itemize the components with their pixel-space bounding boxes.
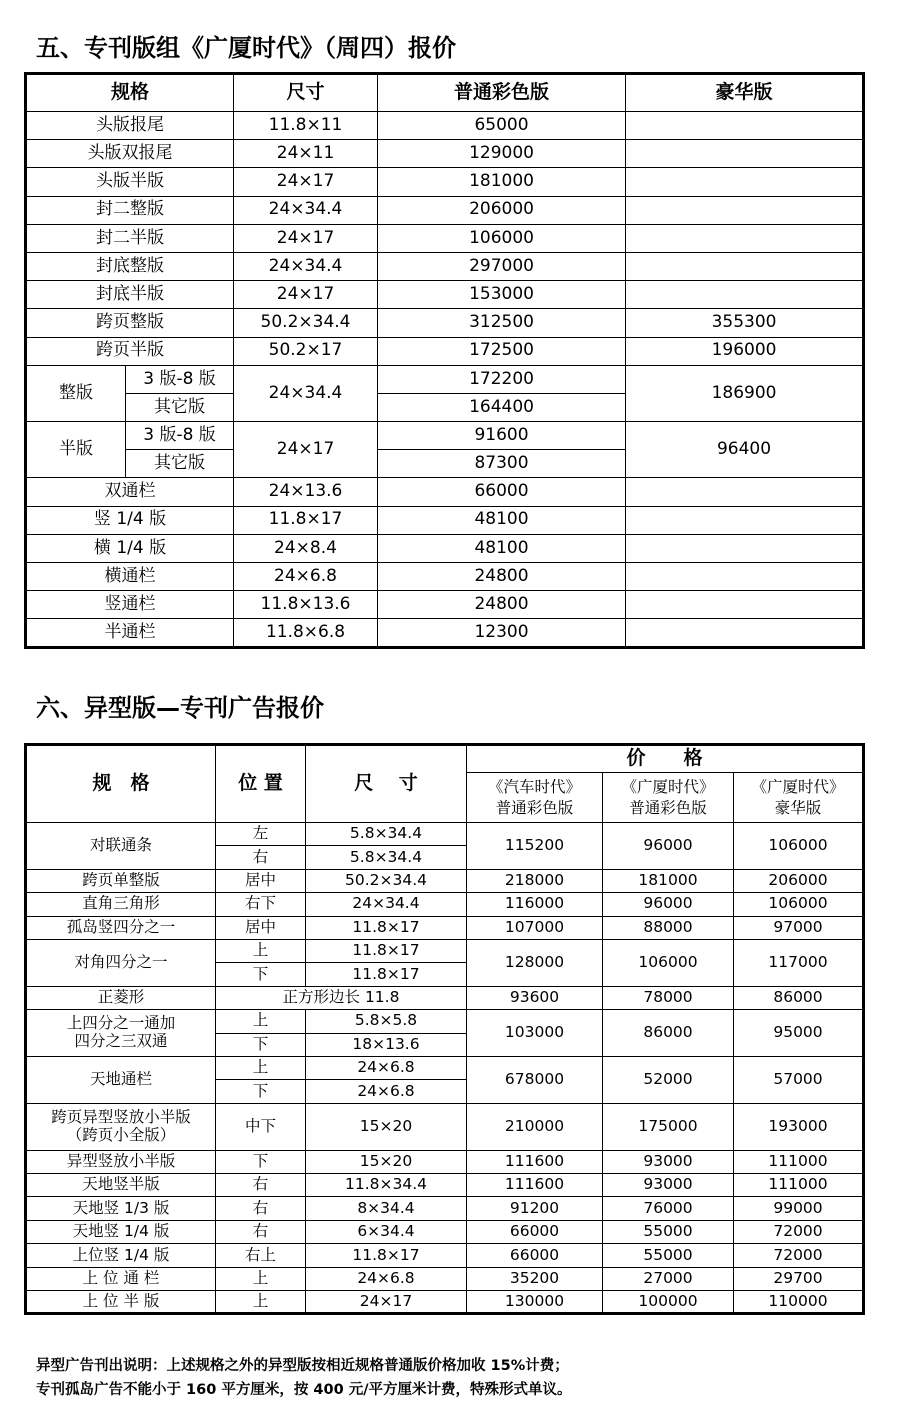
table-row: [26, 365, 864, 393]
spec-cell: 头版双报尾: [26, 140, 234, 168]
size-cell: 50.2×17: [234, 337, 378, 365]
sub-label: 3 版-8 版: [126, 422, 234, 450]
spec-cell: 头版半版: [26, 168, 234, 196]
price-gs-color: 96000: [603, 893, 734, 916]
position-cell: 右下: [216, 893, 306, 916]
size-cell: 24×6.8: [234, 563, 378, 591]
size-cell: 50.2×34.4: [234, 309, 378, 337]
color-price-cell: 164400: [378, 393, 626, 421]
size-cell: 11.8×17: [306, 916, 467, 939]
table-row: [26, 1150, 864, 1173]
group-label: 整版: [26, 365, 126, 421]
position-cell: 下: [216, 963, 306, 986]
price-gs-luxury: 72000: [734, 1220, 864, 1243]
price-auto-color: 111600: [467, 1174, 603, 1197]
color-price-cell: 24800: [378, 591, 626, 619]
spec-cell: 封底半版: [26, 281, 234, 309]
price-gs-color: 100000: [603, 1291, 734, 1314]
spec-cell: 天地通栏: [26, 1056, 216, 1103]
position-cell: 下: [216, 1080, 306, 1103]
luxury-price-cell: 355300: [626, 309, 864, 337]
price-auto-color: 116000: [467, 893, 603, 916]
size-cell: 5.8×34.4: [306, 846, 467, 869]
size-cell: 24×34.4: [234, 196, 378, 224]
table-row: [26, 893, 864, 916]
price-auto-color: 91200: [467, 1197, 603, 1220]
price-table-guangsha: [24, 72, 865, 649]
luxury-price-cell: [626, 619, 864, 647]
price-gs-color: 78000: [603, 986, 734, 1009]
header-auto-color: 《汽车时代》 普通彩色版: [467, 773, 603, 823]
spec-cell: 封二半版: [26, 224, 234, 252]
position-cell: 右上: [216, 1244, 306, 1267]
header-gs-color: 《广厦时代》 普通彩色版: [603, 773, 734, 823]
spec-cell: 正菱形: [26, 986, 216, 1009]
table-row: [26, 1291, 864, 1314]
spec-cell: 跨页半版: [26, 337, 234, 365]
price-gs-color: 106000: [603, 939, 734, 986]
table-row: [26, 563, 864, 591]
header-size: 尺寸: [234, 74, 378, 112]
table-row: [26, 619, 864, 647]
table-row: [26, 1103, 864, 1150]
price-gs-color: 86000: [603, 1010, 734, 1057]
position-cell: 右: [216, 1220, 306, 1243]
color-price-cell: 206000: [378, 196, 626, 224]
spec-cell: 天地竖 1/3 版: [26, 1197, 216, 1220]
note-line-2: 专刊孤岛广告不能小于 160 平方厘米，按 400 元/平方厘米计费，特殊形式单议。: [36, 1382, 572, 1398]
price-gs-luxury: 95000: [734, 1010, 864, 1057]
size-cell: 24×17: [306, 1291, 467, 1314]
price-auto-color: 66000: [467, 1220, 603, 1243]
spec-cell: 半通栏: [26, 619, 234, 647]
table-row: [26, 916, 864, 939]
luxury-price-cell: [626, 563, 864, 591]
spec-cell: 对联通条: [26, 823, 216, 870]
price-gs-color: 93000: [603, 1174, 734, 1197]
spec-cell: 上 位 通 栏: [26, 1267, 216, 1290]
price-gs-luxury: 57000: [734, 1056, 864, 1103]
price-auto-color: 111600: [467, 1150, 603, 1173]
price-gs-color: 55000: [603, 1220, 734, 1243]
price-auto-color: 66000: [467, 1244, 603, 1267]
price-auto-color: 210000: [467, 1103, 603, 1150]
size-cell: 24×34.4: [234, 365, 378, 421]
price-gs-luxury: 86000: [734, 986, 864, 1009]
price-gs-color: 175000: [603, 1103, 734, 1150]
luxury-price-cell: [626, 112, 864, 140]
size-cell: 11.8×6.8: [234, 619, 378, 647]
price-gs-luxury: 72000: [734, 1244, 864, 1267]
header-size: 尺 寸: [306, 745, 467, 823]
size-cell: 24×11: [234, 140, 378, 168]
table-row: [26, 1010, 864, 1033]
table-row: [26, 1244, 864, 1267]
size-cell: 11.8×34.4: [306, 1174, 467, 1197]
table-row: [26, 281, 864, 309]
table-row: [26, 112, 864, 140]
size-cell: 6×34.4: [306, 1220, 467, 1243]
color-price-cell: 91600: [378, 422, 626, 450]
header-price: 价 格: [467, 745, 864, 773]
table-row: [26, 869, 864, 892]
price-gs-luxury: 110000: [734, 1291, 864, 1314]
table-row: [26, 224, 864, 252]
spec-cell: 竖通栏: [26, 591, 234, 619]
table-row: [26, 422, 864, 450]
size-cell: 15×20: [306, 1150, 467, 1173]
header-spec: 规 格: [26, 745, 216, 823]
spec-cell: 头版报尾: [26, 112, 234, 140]
luxury-price-cell: [626, 224, 864, 252]
section5-title: 五、专刊版组《广厦时代》（周四）报价: [36, 34, 456, 62]
luxury-price-cell: 186900: [626, 365, 864, 421]
price-auto-color: 93600: [467, 986, 603, 1009]
position-cell: 上: [216, 939, 306, 962]
price-gs-color: 76000: [603, 1197, 734, 1220]
spec-cell: 天地竖 1/4 版: [26, 1220, 216, 1243]
size-cell: 50.2×34.4: [306, 869, 467, 892]
size-cell: 24×17: [234, 168, 378, 196]
price-auto-color: 218000: [467, 869, 603, 892]
spec-cell: 跨页整版: [26, 309, 234, 337]
spec-cell: 横通栏: [26, 563, 234, 591]
price-auto-color: 128000: [467, 939, 603, 986]
price-gs-luxury: 111000: [734, 1174, 864, 1197]
price-gs-luxury: 106000: [734, 893, 864, 916]
header-gs-luxury: 《广厦时代》 豪华版: [734, 773, 864, 823]
size-cell: 8×34.4: [306, 1197, 467, 1220]
table-row: [26, 1174, 864, 1197]
spec-cell: 上位竖 1/4 版: [26, 1244, 216, 1267]
price-gs-luxury: 106000: [734, 823, 864, 870]
size-cell: 5.8×34.4: [306, 823, 467, 846]
color-price-cell: 106000: [378, 224, 626, 252]
size-cell: 24×34.4: [306, 893, 467, 916]
table-row: [26, 337, 864, 365]
table-row: [26, 168, 864, 196]
spec-cell: [26, 1010, 216, 1057]
price-gs-luxury: 97000: [734, 916, 864, 939]
table-row: [26, 1220, 864, 1243]
color-price-cell: 172200: [378, 365, 626, 393]
table-row: [26, 1267, 864, 1290]
size-cell: 24×17: [234, 224, 378, 252]
size-cell: 24×6.8: [306, 1267, 467, 1290]
size-cell: 24×6.8: [306, 1056, 467, 1079]
table-row: [26, 196, 864, 224]
sub-label: 3 版-8 版: [126, 365, 234, 393]
size-cell: 15×20: [306, 1103, 467, 1150]
price-gs-color: 93000: [603, 1150, 734, 1173]
position-cell: 下: [216, 1033, 306, 1056]
table-row: [26, 591, 864, 619]
price-table-special: [24, 743, 865, 1315]
size-cell: 11.8×13.6: [234, 591, 378, 619]
spec-cell: 横 1/4 版: [26, 534, 234, 562]
sub-label: 其它版: [126, 450, 234, 478]
price-gs-luxury: 206000: [734, 869, 864, 892]
position-cell: 上: [216, 1267, 306, 1290]
price-auto-color: 115200: [467, 823, 603, 870]
spec-line: 上四分之一通加: [66, 1014, 176, 1033]
spec-cell: 双通栏: [26, 478, 234, 506]
size-cell: 5.8×5.8: [306, 1010, 467, 1033]
price-gs-color: 55000: [603, 1244, 734, 1267]
table-row: [26, 140, 864, 168]
size-cell: 正方形边长 11.8: [216, 986, 467, 1009]
size-cell: 11.8×17: [306, 963, 467, 986]
position-cell: 右: [216, 1174, 306, 1197]
size-cell: 24×13.6: [234, 478, 378, 506]
position-cell: 居中: [216, 869, 306, 892]
position-cell: 上: [216, 1291, 306, 1314]
price-auto-color: 678000: [467, 1056, 603, 1103]
spec-cell: 对角四分之一: [26, 939, 216, 986]
size-cell: 11.8×11: [234, 112, 378, 140]
header-spec: 规格: [26, 74, 234, 112]
color-price-cell: 65000: [378, 112, 626, 140]
luxury-price-cell: [626, 591, 864, 619]
price-auto-color: 35200: [467, 1267, 603, 1290]
table-row: [26, 252, 864, 280]
color-price-cell: 297000: [378, 252, 626, 280]
spec-line: 跨页异型竖放小半版: [51, 1107, 191, 1126]
color-price-cell: 172500: [378, 337, 626, 365]
luxury-price-cell: [626, 506, 864, 534]
position-cell: 左: [216, 823, 306, 846]
luxury-price-cell: [626, 478, 864, 506]
size-cell: 24×17: [234, 281, 378, 309]
spec-cell: 异型竖放小半版: [26, 1150, 216, 1173]
spec-line: （跨页小全版）: [66, 1125, 176, 1144]
table-row: [26, 1197, 864, 1220]
color-price-cell: 66000: [378, 478, 626, 506]
price-auto-color: 103000: [467, 1010, 603, 1057]
table-row: [26, 534, 864, 562]
luxury-price-cell: 96400: [626, 422, 864, 478]
position-cell: 居中: [216, 916, 306, 939]
note-line-1: 异型广告刊出说明：上述规格之外的异型版按相近规格普通版价格加收 15%计费；: [36, 1358, 569, 1374]
price-auto-color: 107000: [467, 916, 603, 939]
price-gs-color: 52000: [603, 1056, 734, 1103]
spec-cell: 封二整版: [26, 196, 234, 224]
spec-cell: [26, 1103, 216, 1150]
position-cell: 中下: [216, 1103, 306, 1150]
color-price-cell: 129000: [378, 140, 626, 168]
table-row: [26, 1056, 864, 1079]
luxury-price-cell: [626, 252, 864, 280]
luxury-price-cell: [626, 281, 864, 309]
position-cell: 下: [216, 1150, 306, 1173]
header-color: 普通彩色版: [378, 74, 626, 112]
group-label: 半版: [26, 422, 126, 478]
size-cell: 24×8.4: [234, 534, 378, 562]
sub-label: 其它版: [126, 393, 234, 421]
spec-cell: 天地竖半版: [26, 1174, 216, 1197]
size-cell: 11.8×17: [306, 939, 467, 962]
price-gs-luxury: 193000: [734, 1103, 864, 1150]
luxury-price-cell: [626, 534, 864, 562]
price-gs-color: 27000: [603, 1267, 734, 1290]
table-row: [26, 309, 864, 337]
price-gs-luxury: 111000: [734, 1150, 864, 1173]
section6-title: 六、异型版—专刊广告报价: [36, 694, 324, 722]
price-gs-color: 88000: [603, 916, 734, 939]
size-cell: 11.8×17: [306, 1244, 467, 1267]
spec-cell: 封底整版: [26, 252, 234, 280]
price-gs-luxury: 117000: [734, 939, 864, 986]
luxury-price-cell: [626, 140, 864, 168]
luxury-price-cell: 196000: [626, 337, 864, 365]
color-price-cell: 48100: [378, 534, 626, 562]
table-row: [26, 823, 864, 846]
color-price-cell: 181000: [378, 168, 626, 196]
size-cell: 24×17: [234, 422, 378, 478]
color-price-cell: 48100: [378, 506, 626, 534]
table-row: [26, 939, 864, 962]
table-row: [26, 478, 864, 506]
size-cell: 24×6.8: [306, 1080, 467, 1103]
color-price-cell: 12300: [378, 619, 626, 647]
spec-line: 四分之三双通: [74, 1032, 168, 1051]
price-gs-color: 96000: [603, 823, 734, 870]
size-cell: 11.8×17: [234, 506, 378, 534]
luxury-price-cell: [626, 196, 864, 224]
color-price-cell: 87300: [378, 450, 626, 478]
spec-cell: 跨页单整版: [26, 869, 216, 892]
header-luxury: 豪华版: [626, 74, 864, 112]
size-cell: 18×13.6: [306, 1033, 467, 1056]
header-position: 位 置: [216, 745, 306, 823]
position-cell: 上: [216, 1056, 306, 1079]
position-cell: 右: [216, 1197, 306, 1220]
price-auto-color: 130000: [467, 1291, 603, 1314]
color-price-cell: 153000: [378, 281, 626, 309]
spec-cell: 直角三角形: [26, 893, 216, 916]
price-gs-luxury: 29700: [734, 1267, 864, 1290]
spec-cell: 竖 1/4 版: [26, 506, 234, 534]
luxury-price-cell: [626, 168, 864, 196]
table-row: [26, 986, 864, 1009]
color-price-cell: 24800: [378, 563, 626, 591]
price-gs-luxury: 99000: [734, 1197, 864, 1220]
position-cell: 上: [216, 1010, 306, 1033]
spec-cell: 孤岛竖四分之一: [26, 916, 216, 939]
price-gs-color: 181000: [603, 869, 734, 892]
spec-cell: 上 位 半 版: [26, 1291, 216, 1314]
table-row: [26, 506, 864, 534]
position-cell: 右: [216, 846, 306, 869]
size-cell: 24×34.4: [234, 252, 378, 280]
color-price-cell: 312500: [378, 309, 626, 337]
